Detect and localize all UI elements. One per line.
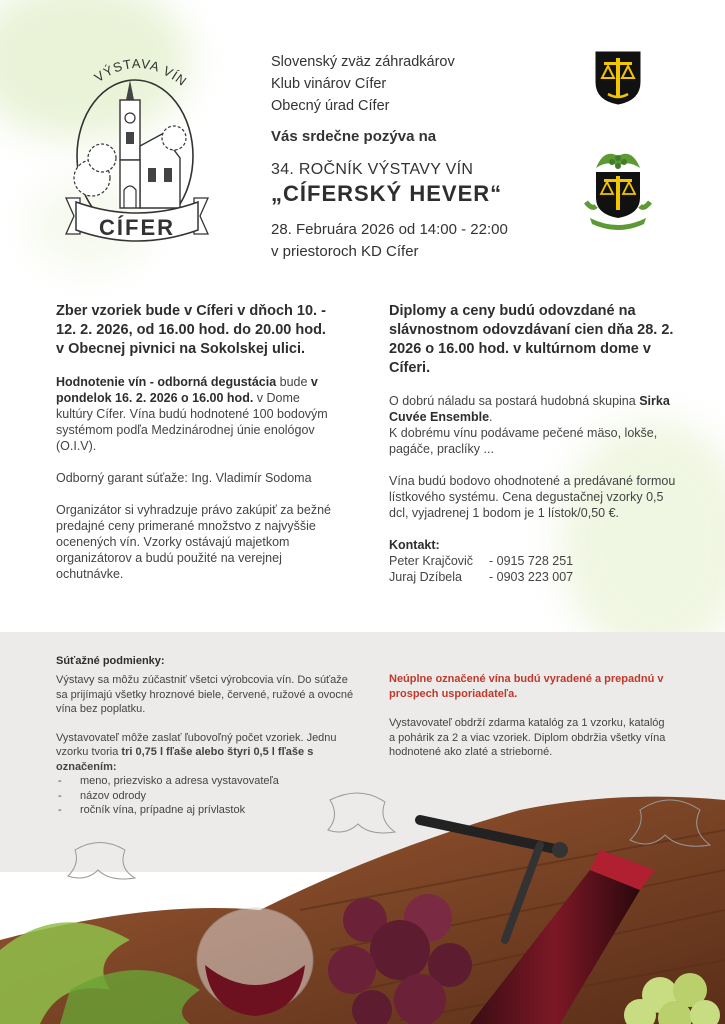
evaluation-bold: Hodnotenie vín - odborná degustácia: [56, 375, 277, 389]
logo-banner-text: CÍFER: [99, 215, 175, 240]
conditions-right: [389, 672, 669, 760]
samples-paragraph: [56, 731, 356, 775]
conditions-heading: Súťažné podmienky:: [56, 655, 165, 667]
evaluation-date: v pondelok 16. 2. 2026 o 16.00 hod.: [56, 375, 318, 405]
contact-label: Kontakt:: [389, 538, 440, 552]
wine-illustration: [0, 790, 725, 1024]
logo-arc-text: VÝSTAVA VÍN: [91, 55, 191, 90]
contact-row: [389, 569, 679, 585]
club-emblem-icon: [582, 144, 654, 234]
mood-dot: .: [489, 410, 493, 424]
guarantor-line: Odborný garant súťaže: Ing. Vladimír Sodoma: [56, 471, 312, 485]
organizers: [271, 51, 455, 117]
organizer-note: Organizátor si vyhradzuje právo zakúpiť za bežné predajné ceny primerané množstvo z najvyššie ocenených vín. Vzorky ostávajú majetkom organizátorov a budú použité na verejnej ochutnávke.: [56, 503, 331, 581]
awards-heading: Diplomy a ceny budú odovzdané na slávnostnom odovzdávaní cien dňa 28. 2. 2026 o 16.00 hod. v kultúrnom dome v Cíferi.: [389, 303, 674, 376]
contact-phone: - 0903 223 007: [489, 570, 574, 584]
organizer-line: Klub vinárov Cífer: [271, 76, 387, 92]
warning-text: Neúplne označené vína budú vyradené a prepadnú v prospech usporiadateľa.: [389, 673, 664, 700]
contact-row: [389, 553, 679, 569]
contact-phone: - 0915 728 251: [489, 554, 574, 568]
date-line: 28. Februára 2026 od 14:00 - 22:00: [271, 221, 508, 238]
organizer-line: Slovenský zväz záhradkárov: [271, 54, 455, 70]
list-item: - meno, priezvisko a adresa vystavovateľa: [56, 774, 356, 789]
food-text: K dobrému vínu podávame pečené mäso, lokše, pagáče, praclíky ...: [389, 426, 658, 456]
evaluation-text: bude: [276, 375, 311, 389]
vystava-vin-logo: [62, 48, 212, 248]
contact-name: Peter Krajčovič: [389, 554, 474, 568]
contact-name: Juraj Dzíbela: [389, 570, 462, 584]
conditions-paragraph: Výstavy sa môžu zúčastniť všetci výrobcovia vín. Do súťaže sa prijímajú všetky hroznové biele, červené, ružové a ovocné vína bez poplatku.: [56, 674, 354, 715]
left-column: [56, 302, 338, 582]
organizer-line: Obecný úrad Cífer: [271, 98, 390, 114]
samples-text: Vystavovateľ môže zaslať ľubovoľný počet vzoriek. Jednu vzorku tvoria: [56, 731, 337, 758]
invite-line: Vás srdečne pozýva na: [271, 128, 437, 145]
place-line: v priestoroch KD Cífer: [271, 243, 419, 260]
svg-text:VÝSTAVA VÍN: [92, 56, 190, 89]
scoring-paragraph: Vína budú bodovo ohodnotené a predávané formou lístkového systému. Cena degustačnej vzorky 0,5 dcl, vyjadrenej 1 bodom je 1 lístok/0,50 €.: [389, 474, 676, 520]
right-column: [389, 302, 679, 585]
evaluation-paragraph: [56, 374, 338, 454]
edition-line: 34. ROČNÍK VÝSTAVY VÍN: [271, 161, 474, 178]
band-name: Sirka Cuvée Ensemble: [389, 394, 670, 424]
event-title: „CÍFERSKÝ HEVER“: [271, 181, 503, 206]
catalog-paragraph: Vystavovateľ obdrží zdarma katalóg za 1 vzorku, katalóg a pohárik za 2 a viac vzoriek. Diplom obdržia všetky vína hodnotené ako zlaté a strieborné.: [389, 717, 666, 758]
list-item: - ročník vína, prípadne aj prívlastok: [56, 803, 356, 818]
collection-heading: Zber vzoriek bude v Cíferi v dňoch 10. - 12. 2. 2026, od 16.00 hod. do 20.00 hod. v Obecnej pivnici na Sokolskej ulici.: [56, 303, 326, 357]
samples-bold: tri 0,75 l fľaše alebo štyri 0,5 l fľaše s označením:: [56, 746, 314, 773]
mood-paragraph: [389, 393, 679, 457]
evaluation-text: v Dome kultúry Cífer. Vína budú hodnotené 100 bodovým systémom podľa Medzinárodnej únie enológov (O.I.V).: [56, 391, 328, 453]
contact-block: [389, 537, 679, 585]
coat-of-arms-icon: [594, 50, 642, 106]
mood-text: O dobrú náladu sa postará hudobná skupina: [389, 394, 640, 408]
list-item: - názov odrody: [56, 789, 356, 804]
